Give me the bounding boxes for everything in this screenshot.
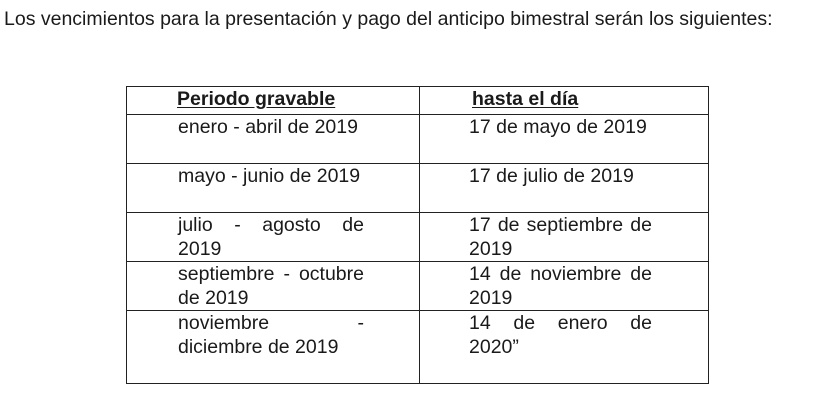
table-row xyxy=(127,262,709,311)
periodo-cell: noviembre - diciembre de 2019 xyxy=(127,311,420,384)
table-row xyxy=(127,115,709,164)
periodo-cell: enero - abril de 2019 xyxy=(127,115,420,164)
header-fecha: hasta el día xyxy=(420,87,709,115)
fecha-cell: 14 de enero de 2020” xyxy=(420,311,709,384)
header-periodo: Periodo gravable xyxy=(127,87,420,115)
fecha-cell: 17 de septiembre de 2019 xyxy=(420,213,709,262)
table-row xyxy=(127,164,709,213)
periodo-cell: septiembre - octubre de 2019 xyxy=(127,262,420,311)
periodo-cell: julio - agosto de 2019 xyxy=(127,213,420,262)
fecha-cell: 17 de julio de 2019 xyxy=(420,164,709,213)
periodo-cell: mayo - junio de 2019 xyxy=(127,164,420,213)
fecha-cell: 14 de noviembre de 2019 xyxy=(420,262,709,311)
table-header-row xyxy=(127,87,709,115)
table-row xyxy=(127,213,709,262)
intro-paragraph: Los vencimientos para la presentación y pago del anticipo bimestral serán los siguientes: xyxy=(4,8,773,30)
table-row xyxy=(127,311,709,384)
deadline-table xyxy=(126,86,709,384)
fecha-cell: 17 de mayo de 2019 xyxy=(420,115,709,164)
